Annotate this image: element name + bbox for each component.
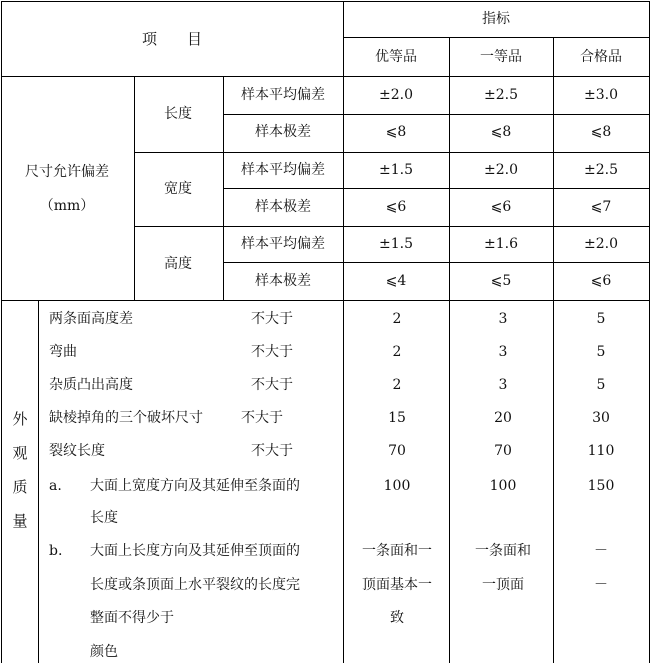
appearance-item-label: 杂质凸出高度 <box>49 377 133 393</box>
value-cell: 一条面和 <box>475 543 531 559</box>
row-rule-height-mid <box>223 262 650 263</box>
row-rule-length-mid <box>223 114 650 115</box>
value-cell: － <box>594 543 608 559</box>
header-item: 项 目 <box>141 30 203 48</box>
value-cell: ⩽5 <box>490 273 512 289</box>
row-rule-length-width <box>134 152 650 153</box>
item-a-line: 大面上宽度方向及其延伸至条面的 <box>90 478 300 494</box>
dim-length: 长度 <box>164 106 192 122</box>
item-b-line: 整面不得少于 <box>90 610 174 626</box>
value-cell: ⩽8 <box>490 124 512 140</box>
value-cell: ±2.0 <box>484 162 518 178</box>
value-cell: ⩽4 <box>385 273 407 289</box>
appearance-item-label: 两条面高度差 <box>49 311 133 327</box>
value-cell: 70 <box>388 443 406 459</box>
value-cell: 一条面和一 <box>362 543 432 559</box>
item-b-line: 颜色 <box>90 644 118 660</box>
value-cell: 顶面基本一 <box>362 577 432 593</box>
row-rule-width-height <box>134 226 650 227</box>
metric-label: 样本极差 <box>255 124 311 140</box>
metric-label: 样本极差 <box>255 273 311 289</box>
value-cell: 5 <box>596 344 606 360</box>
value-cell: 5 <box>596 311 606 327</box>
table-border-left <box>1 1 2 663</box>
value-cell: ±1.5 <box>379 236 413 252</box>
dim-width: 宽度 <box>164 181 192 197</box>
item-b-line: 长度或条顶面上水平裂纹的长度完 <box>90 577 300 593</box>
header-grade-third: 合格品 <box>580 49 622 65</box>
item-b-line: 大面上长度方向及其延伸至顶面的 <box>90 543 300 559</box>
value-cell: ⩽8 <box>385 124 407 140</box>
appearance-item-cond: 不大于 <box>251 344 293 360</box>
appearance-item-cond: 不大于 <box>251 311 293 327</box>
value-cell: 3 <box>498 311 508 327</box>
appearance-item-label: 弯曲 <box>49 344 77 360</box>
value-cell: 15 <box>388 410 406 426</box>
header-grade-second: 一等品 <box>480 49 522 65</box>
row-rule-width-mid <box>223 188 650 189</box>
value-cell: ⩽7 <box>590 199 612 215</box>
value-cell: ⩽8 <box>590 124 612 140</box>
value-cell: 100 <box>383 478 411 494</box>
table-border-right <box>649 1 650 663</box>
header-indicator: 指标 <box>482 11 510 27</box>
metric-label: 样本平均偏差 <box>241 236 325 252</box>
value-cell: 70 <box>494 443 512 459</box>
appearance-group-label: 外观质量 <box>12 410 28 530</box>
col-divider-appearance <box>38 300 39 663</box>
value-cell: 110 <box>587 443 615 459</box>
value-cell: ⩽6 <box>490 199 512 215</box>
item-a-marker: a. <box>49 478 62 494</box>
value-cell: 一顶面 <box>482 577 524 593</box>
col-divider-second-third <box>553 37 554 663</box>
value-cell: ±2.5 <box>584 162 618 178</box>
value-cell: ⩽6 <box>590 273 612 289</box>
value-cell: 2 <box>392 344 402 360</box>
tolerance-unit: （mm） <box>39 198 95 214</box>
value-cell: 5 <box>596 377 606 393</box>
value-cell: ±2.0 <box>584 236 618 252</box>
appearance-item-label: 缺棱掉角的三个破坏尺寸 <box>49 410 203 426</box>
value-cell: 30 <box>592 410 610 426</box>
value-cell: ±1.6 <box>484 236 518 252</box>
metric-label: 样本平均偏差 <box>241 162 325 178</box>
appearance-item-label: 裂纹长度 <box>49 443 105 459</box>
value-cell: 100 <box>489 478 517 494</box>
col-divider-values <box>343 1 344 663</box>
item-b-marker: b. <box>49 543 63 559</box>
appearance-item-cond: 不大于 <box>251 377 293 393</box>
value-cell: 3 <box>498 344 508 360</box>
value-cell: ±3.0 <box>584 87 618 103</box>
col-divider-dim <box>134 76 135 300</box>
dim-height: 高度 <box>164 256 192 272</box>
appearance-item-cond: 不大于 <box>251 443 293 459</box>
value-cell: 2 <box>392 377 402 393</box>
item-a-line: 长度 <box>90 510 118 526</box>
appearance-item-cond: 不大于 <box>241 410 283 426</box>
value-cell: 致 <box>390 610 404 626</box>
value-cell: ±2.0 <box>379 87 413 103</box>
value-cell: 2 <box>392 311 402 327</box>
header-grade-first: 优等品 <box>375 49 417 65</box>
value-cell: ±2.5 <box>484 87 518 103</box>
value-cell: 20 <box>494 410 512 426</box>
value-cell: 3 <box>498 377 508 393</box>
metric-label: 样本极差 <box>255 199 311 215</box>
col-divider-first-second <box>449 37 450 663</box>
tolerance-group-label: 尺寸允许偏差 <box>25 164 109 180</box>
section-rule <box>1 300 650 301</box>
value-cell: － <box>594 577 608 593</box>
table-border-top <box>1 1 650 2</box>
value-cell: 150 <box>587 478 615 494</box>
metric-label: 样本平均偏差 <box>241 87 325 103</box>
value-cell: ±1.5 <box>379 162 413 178</box>
value-cell: ⩽6 <box>385 199 407 215</box>
header-rule-mid <box>343 37 650 38</box>
